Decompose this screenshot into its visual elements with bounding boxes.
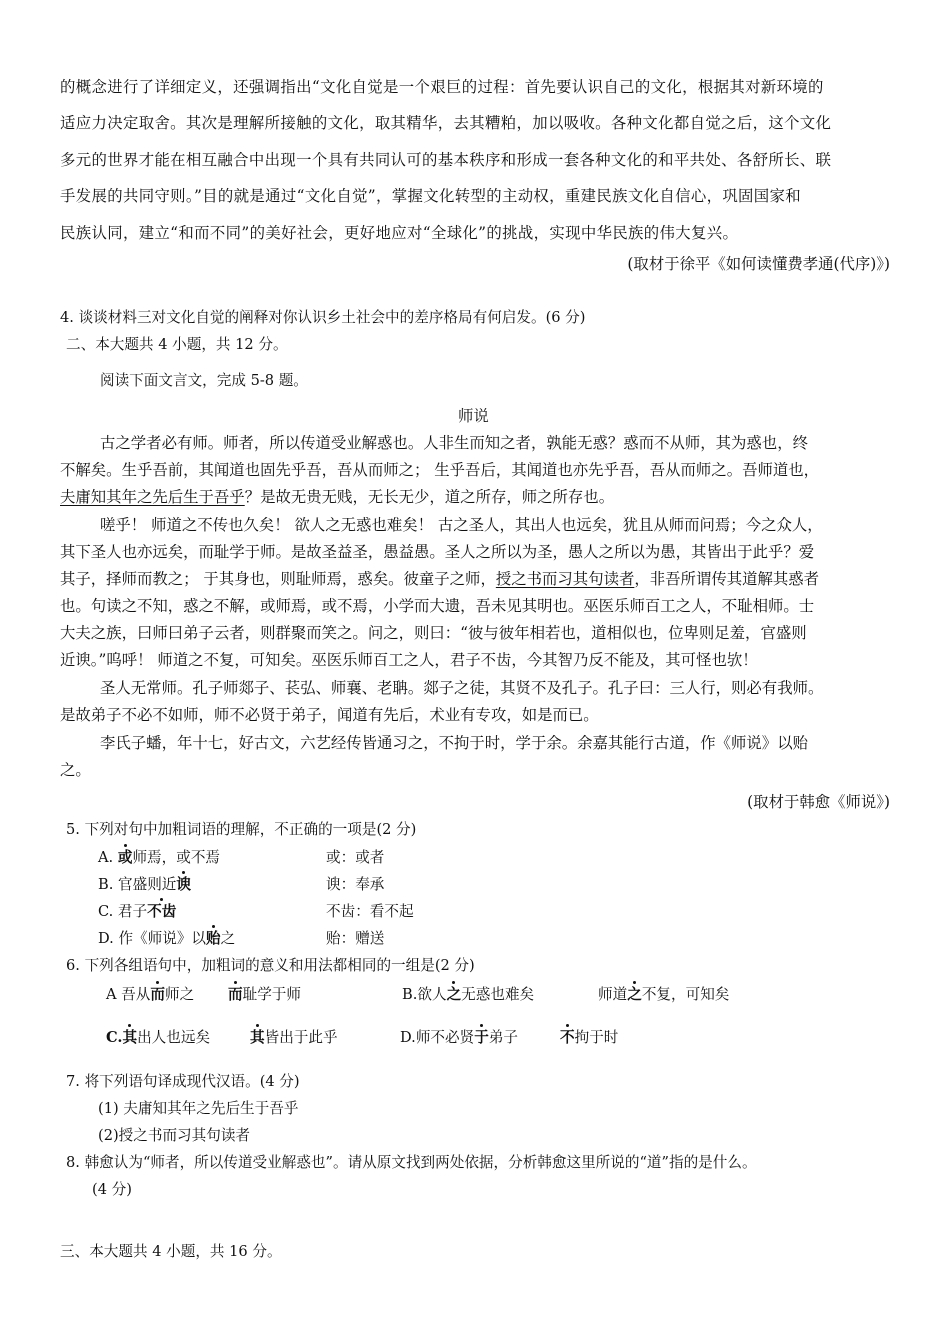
material3-line-3: 多元的世界才能在相互融合中出现一个具有共同认可的基本秩序和形成一套各种文化的和平共处、各舒所长、联 [60, 151, 832, 169]
passage-p1-line-1: 古之学者必有师。师者，所以传道受业解惑也。人非生而知之者，孰能无惑？惑而不从师，其为惑也，终 [100, 434, 808, 452]
q5-option-d: D. 作《师说》以贻之 [98, 930, 236, 947]
passage-title: 师说 [458, 407, 489, 425]
q5-gloss-a: 或：或者 [326, 849, 385, 866]
q6-option-b-1: B.欲人之无惑也难矣 [402, 986, 535, 1003]
q7-sentence-2: (2)授之书而习其句读者 [98, 1127, 251, 1144]
q6-option-d-1: D.师不必贤于弟子 [400, 1029, 519, 1046]
passage-p2-line-6: 近谀。”呜呼！ 师道之不复，可知矣。巫医乐师百工之人，君子不齿，今其智乃反不能及，其可怪也欤！ [60, 651, 758, 669]
passage-p1-line-2: 不解矣。生乎吾前，其闻道也固先乎吾，吾从而师之； 生乎吾后，其闻道也亦先乎吾，吾从而师之。吾师道也， [60, 461, 820, 479]
q5-option-c: C. 君子不齿 [98, 903, 177, 920]
section-3-heading: 三、本大题共 4 小题，共 16 分。 [60, 1243, 282, 1260]
passage-p4-line-2: 之。 [60, 761, 91, 779]
passage-p2-line-4: 也。句读之不知，惑之不解，或师焉，或不焉，小学而大遗，吾未见其明也。巫医乐师百工之人，不耻相师。士 [60, 597, 815, 615]
passage-p4-line-1: 李氏子蟠，年十七，好古文，六艺经传皆通习之，不拘于时，学于余。余嘉其能行古道，作《师说》以贻 [100, 734, 808, 752]
section-2-intro: 阅读下面文言文，完成 5-8 题。 [100, 372, 308, 389]
q6-option-c-2: 其皆出于此乎 [250, 1029, 338, 1046]
passage-p2-line-1: 嗟乎！ 师道之不传也久矣！ 欲人之无惑也难矣！ 古之圣人，其出人也远矣，犹且从师而问焉；今之众人， [100, 516, 823, 534]
question-6-stem: 6. 下列各组语句中，加粗词的意义和用法都相同的一组是(2 分) [66, 957, 475, 974]
material3-source: (取材于徐平《如何读懂费孝通(代序)》) [627, 255, 890, 273]
material3-line-1: 的概念进行了详细定义，还强调指出“文化自觉是一个艰巨的过程：首先要认识自己的文化，根据其对新环境的 [60, 78, 824, 96]
question-4: 4. 谈谈材料三对文化自觉的阐释对你认识乡土社会中的差序格局有何启发。(6 分) [60, 309, 586, 326]
q5-gloss-b: 谀：奉承 [326, 876, 385, 893]
q6-option-b-2: 师道之不复，可知矣 [598, 986, 730, 1003]
question-8-line-2: (4 分) [92, 1181, 132, 1198]
question-7-stem: 7. 将下列语句译成现代汉语。(4 分) [66, 1073, 300, 1090]
passage-p1-line-3: 夫庸知其年之先后生于吾乎？是故无贵无贱，无长无少，道之所存，师之所存也。 [60, 488, 615, 506]
question-5-stem: 5. 下列对句中加粗词语的理解，不正确的一项是(2 分) [66, 821, 417, 838]
passage-p3-line-1: 圣人无常师。孔子师郯子、苌弘、师襄、老聃。郯子之徒，其贤不及孔子。孔子曰：三人行，则必有我师。 [100, 679, 824, 697]
passage-p2-line-3: 其子，择师而教之； 于其身也，则耻师焉，惑矣。彼童子之师，授之书而习其句读者，非吾所谓传其道解其惑者 [60, 570, 820, 588]
q5-option-a: A. 或师焉，或不焉 [98, 849, 221, 866]
q6-option-d-2: 不拘于时 [560, 1029, 619, 1046]
q5-gloss-d: 贻：赠送 [326, 930, 385, 947]
q6-option-c-1: C.其出人也远矣 [106, 1029, 211, 1046]
material3-line-5: 民族认同，建立“和而不同”的美好社会，更好地应对“全球化”的挑战，实现中华民族的伟大复兴。 [60, 224, 739, 242]
q5-gloss-c: 不齿：看不起 [326, 903, 414, 920]
material3-line-4: 手发展的共同守则。”目的就是通过“文化自觉”，掌握文化转型的主动权，重建民族文化自信心，巩固国家和 [60, 187, 802, 205]
q6-option-a-2: 而耻学于师 [228, 986, 301, 1003]
passage-source: (取材于韩愈《师说》) [747, 793, 890, 811]
underlined-sentence-2: 授之书而习其句读者 [495, 570, 635, 588]
passage-p2-line-2: 其下圣人也亦远矣，而耻学于师。是故圣益圣，愚益愚。圣人之所以为圣，愚人之所以为愚，其皆出于此乎？爱 [60, 543, 815, 561]
q7-sentence-1: (1) 夫庸知其年之先后生于吾乎 [98, 1100, 299, 1117]
passage-p3-line-2: 是故弟子不必不如师，师不必贤于弟子，闻道有先后，术业有专攻，如是而已。 [60, 706, 599, 724]
underlined-sentence-1: 夫庸知其年之先后生于吾乎 [60, 488, 245, 506]
material3-line-2: 适应力决定取舍。其次是理解所接触的文化，取其精华，去其糟粕，加以吸收。各种文化都自觉之后，这个文化 [60, 114, 832, 132]
passage-p2-line-5: 大夫之族，曰师曰弟子云者，则群聚而笑之。问之，则曰：“彼与彼年相若也，道相似也，位卑则足羞，官盛则 [60, 624, 807, 642]
section-2-heading: 二、本大题共 4 小题，共 12 分。 [66, 336, 288, 353]
q6-option-a-1: A 吾从而师之 [106, 986, 195, 1003]
q5-option-b: B. 官盛则近谀 [98, 876, 191, 893]
question-8-line-1: 8. 韩愈认为“师者，所以传道受业解惑也”。请从原文找到两处依据，分析韩愈这里所说的“道”指的是什么。 [66, 1154, 757, 1171]
